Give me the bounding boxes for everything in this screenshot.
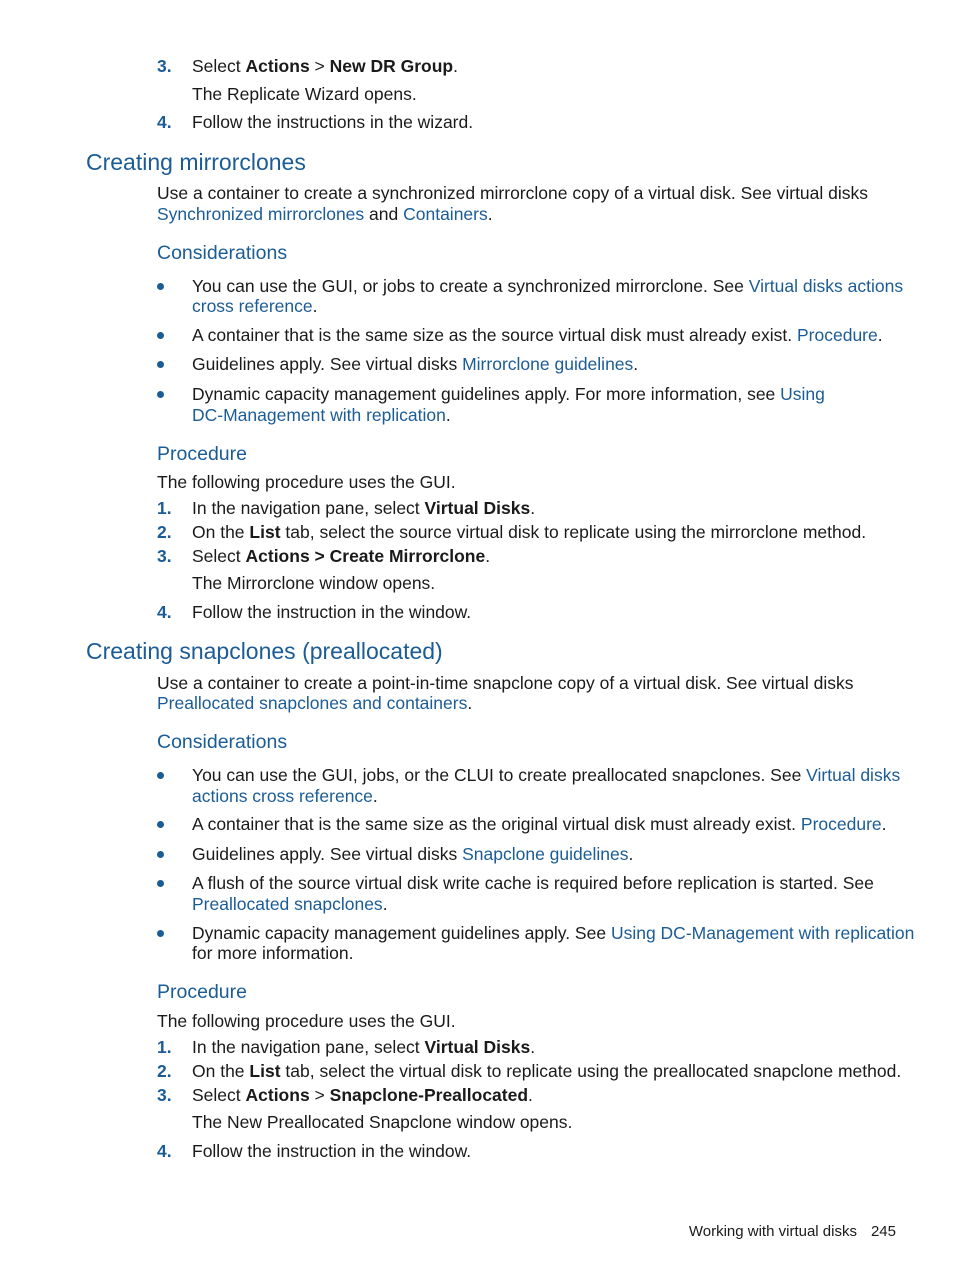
text: .	[530, 498, 536, 518]
ui-term: List	[249, 1061, 281, 1081]
bullet-text	[192, 325, 883, 346]
text: Dynamic capacity management guidelines apply. For more information, see	[192, 384, 781, 404]
step-text	[192, 56, 458, 77]
bullet-icon	[157, 930, 164, 937]
subheading-considerations: Considerations	[157, 731, 288, 753]
step-text	[192, 1037, 535, 1058]
text: .	[453, 56, 458, 76]
link-synchronized-mirrorclones[interactable]: Synchronized mirrorclones	[157, 204, 365, 224]
text: .	[633, 354, 639, 374]
step-number: 1.	[157, 1037, 172, 1057]
link-containers[interactable]: Containers	[403, 204, 488, 224]
link-virtual-disks[interactable]: Virtual disks	[806, 765, 901, 785]
bullet-icon	[157, 772, 164, 779]
step-number: 2.	[157, 522, 172, 542]
bullet-icon	[157, 283, 164, 290]
step-number: 3.	[157, 56, 172, 76]
step-note: The New Preallocated Snapclone window opens.	[192, 1112, 573, 1132]
text: On the	[192, 522, 250, 542]
bullet-text	[192, 923, 914, 944]
text: .	[877, 325, 883, 345]
link-procedure[interactable]: Procedure	[797, 325, 878, 345]
text: You can use the GUI, or jobs to create a synchronized mirrorclone. See	[192, 276, 749, 296]
link-cross-reference[interactable]: cross reference	[192, 296, 313, 316]
subheading-procedure: Procedure	[157, 981, 247, 1003]
text: .	[881, 814, 887, 834]
step-note: The Mirrorclone window opens.	[192, 573, 436, 593]
text: .	[467, 693, 473, 713]
page-footer	[689, 1222, 896, 1242]
step-number: 2.	[157, 1061, 172, 1081]
bullet-text: A flush of the source virtual disk write cache is required before replication is started. See	[192, 873, 874, 893]
text: You can use the GUI, jobs, or the CLUI to create preallocated snapclones. See	[192, 765, 807, 785]
text: Select	[192, 546, 246, 566]
link-dc-management-with-replication[interactable]: DC-Management with replication	[192, 405, 446, 425]
ui-term: New DR Group	[329, 56, 454, 76]
subheading-procedure: Procedure	[157, 443, 247, 465]
step-number: 4.	[157, 602, 172, 622]
section-heading-snapclones: Creating snapclones (preallocated)	[86, 638, 443, 664]
text: Select	[192, 1085, 246, 1105]
link-virtual-disks-actions[interactable]: Virtual disks actions	[748, 276, 904, 296]
text: On the	[192, 1061, 250, 1081]
step-number: 3.	[157, 546, 172, 566]
ui-term: Snapclone-Preallocated	[329, 1085, 529, 1105]
subheading-considerations: Considerations	[157, 242, 288, 264]
bullet-text	[192, 405, 451, 426]
text: A container that is the same size as the source virtual disk must already exist.	[192, 325, 797, 345]
text: >	[309, 1085, 330, 1105]
text: .	[312, 296, 318, 316]
step-text	[192, 546, 490, 567]
link-snapclone-guidelines[interactable]: Snapclone guidelines	[462, 844, 629, 864]
page-number: 245	[870, 1223, 896, 1240]
text: .	[628, 844, 634, 864]
bullet-text	[192, 384, 825, 405]
text: A container that is the same size as the original virtual disk must already exist.	[192, 814, 801, 834]
ui-term: Virtual Disks	[424, 498, 531, 518]
bullet-text	[192, 786, 378, 807]
bullet-text	[192, 296, 317, 317]
step-number: 1.	[157, 498, 172, 518]
step-text: Follow the instructions in the wizard.	[192, 112, 474, 132]
bullet-icon	[157, 851, 164, 858]
bullet-icon	[157, 391, 164, 398]
text: .	[487, 204, 493, 224]
footer-section-title: Working with virtual disks	[688, 1223, 857, 1240]
step-text	[192, 1061, 901, 1082]
link-mirrorclone-guidelines[interactable]: Mirrorclone guidelines	[462, 354, 634, 374]
bullet-text	[192, 765, 900, 786]
text: tab, select the virtual disk to replicate using the preallocated snapclone method.	[280, 1061, 902, 1081]
text: .	[528, 1085, 533, 1105]
step-note: The Replicate Wizard opens.	[192, 84, 417, 104]
bullet-icon	[157, 821, 164, 828]
paragraph: Use a container to create a point-in-time snapclone copy of a virtual disk. See virtual disks	[157, 673, 854, 693]
text: .	[485, 546, 491, 566]
bullet-text	[192, 814, 887, 835]
bullet-icon	[157, 880, 164, 887]
bullet-icon	[157, 332, 164, 339]
bullet-text	[192, 276, 903, 297]
paragraph: The following procedure uses the GUI.	[157, 1011, 456, 1031]
text: .	[382, 894, 388, 914]
text: Dynamic capacity management guidelines apply. See	[192, 923, 611, 943]
text: In the navigation pane, select	[192, 498, 425, 518]
link-preallocated-snapclones-and-containers[interactable]: Preallocated snapclones and containers	[157, 693, 468, 713]
section-heading-mirrorclones: Creating mirrorclones	[86, 149, 306, 175]
text: Guidelines apply. See virtual disks	[192, 354, 463, 374]
text: In the navigation pane, select	[192, 1037, 425, 1057]
ui-term: Actions	[245, 56, 310, 76]
text: .	[530, 1037, 536, 1057]
step-text: Follow the instruction in the window.	[192, 602, 472, 622]
bullet-icon	[157, 361, 164, 368]
text: Select	[192, 56, 246, 76]
text: tab, select the source virtual disk to replicate using the mirrorclone method.	[280, 522, 867, 542]
text: Guidelines apply. See virtual disks	[192, 844, 463, 864]
link-procedure[interactable]: Procedure	[800, 814, 882, 834]
step-number: 4.	[157, 112, 172, 132]
paragraph: Use a container to create a synchronized mirrorclone copy of a virtual disk. See virtual disks	[157, 183, 869, 203]
paragraph	[157, 693, 472, 714]
paragraph	[157, 204, 493, 225]
step-text	[192, 522, 866, 543]
ui-term: Actions > Create Mirrorclone	[245, 546, 486, 566]
ui-term: List	[249, 522, 281, 542]
step-text	[192, 498, 535, 519]
ui-term: Actions	[245, 1085, 310, 1105]
step-number: 4.	[157, 1141, 172, 1161]
ui-term: Virtual Disks	[424, 1037, 531, 1057]
link-using[interactable]: Using	[780, 384, 825, 404]
text: .	[445, 405, 451, 425]
text: and	[364, 204, 404, 224]
link-actions-cross-reference[interactable]: actions cross reference	[192, 786, 373, 806]
text: >	[309, 56, 330, 76]
link-using-dc-management-with-replication[interactable]: Using DC-Management with replication	[610, 923, 915, 943]
bullet-text	[192, 894, 388, 915]
step-text: Follow the instruction in the window.	[192, 1141, 472, 1161]
text: .	[372, 786, 378, 806]
bullet-text	[192, 844, 633, 865]
bullet-text: for more information.	[192, 943, 354, 963]
step-text	[192, 1085, 533, 1106]
step-number: 3.	[157, 1085, 172, 1105]
link-preallocated-snapclones[interactable]: Preallocated snapclones	[192, 894, 383, 914]
bullet-text	[192, 354, 638, 375]
paragraph: The following procedure uses the GUI.	[157, 472, 456, 492]
